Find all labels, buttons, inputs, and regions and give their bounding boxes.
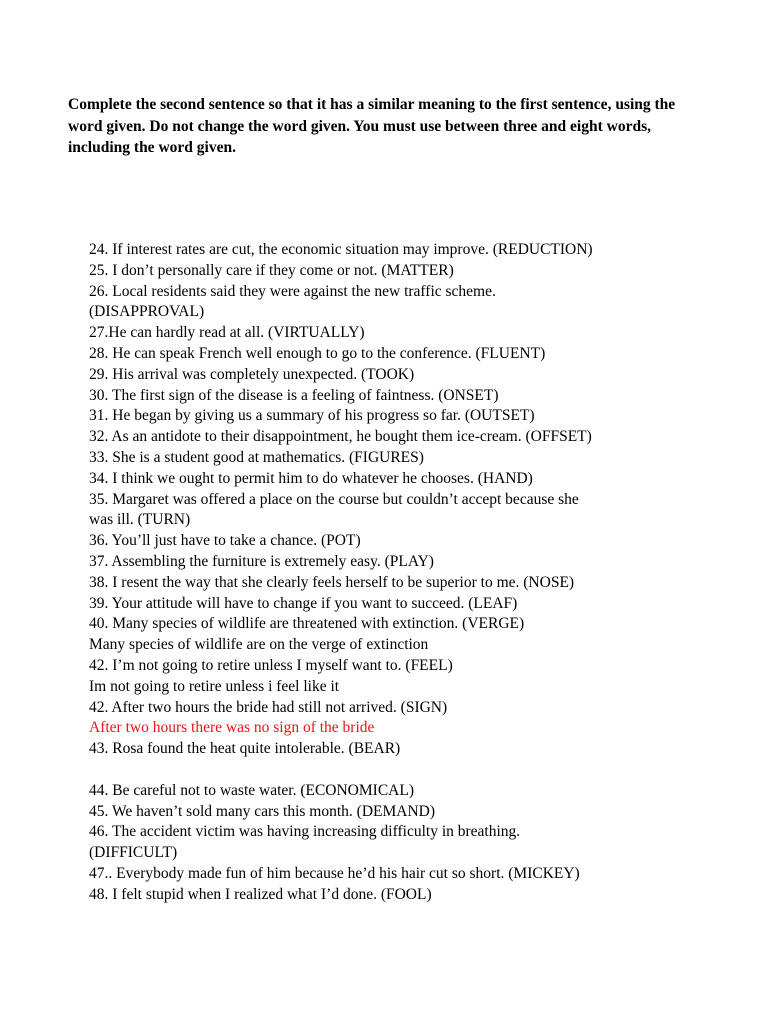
exercise-line: 46. The accident victim was having increasing difficulty in breathing. <box>89 823 521 841</box>
exercise-line: 24. If interest rates are cut, the economic situation may improve. (REDUCTION) <box>89 241 593 258</box>
exercise-line: 42. I’m not going to retire unless I myself want to. (FEEL) <box>89 656 453 674</box>
exercise-list <box>89 240 729 906</box>
exercise-line: After two hours there was no sign of the bride <box>89 719 375 737</box>
exercise-line: 45. We haven’t sold many cars this month. (DEMAND) <box>89 802 436 820</box>
exercise-line: 26. Local residents said they were against the new traffic scheme. <box>89 282 496 300</box>
exercise-line: 35. Margaret was offered a place on the course but couldn’t accept because she <box>89 490 579 508</box>
exercise-line: 28. He can speak French well enough to go to the conference. (FLUENT) <box>89 344 546 362</box>
exercise-line: 31. He began by giving us a summary of his progress so far. (OUTSET) <box>89 407 535 425</box>
exercise-line: 36. You’ll just have to take a chance. (POT) <box>89 532 361 550</box>
exercise-line: 30. The first sign of the disease is a feeling of faintness. (ONSET) <box>89 386 499 404</box>
exercise-line: 39. Your attitude will have to change if you want to succeed. (LEAF) <box>89 594 518 612</box>
exercise-line: (DIFFICULT) <box>89 844 178 862</box>
exercise-line: Many species of wildlife are on the verge of extinction <box>89 636 429 654</box>
exercise-line: 33. She is a student good at mathematics. (FIGURES) <box>89 448 424 466</box>
exercise-line: was ill. (TURN) <box>89 511 191 529</box>
exercise-line: Im not going to retire unless i feel like it <box>89 677 340 695</box>
instructions-heading: Complete the second sentence so that it has a similar meaning to the first sentence, using the word given. Do not change the word given. You must use between three and eight words, including the word given. <box>68 96 676 156</box>
exercise-line: 32. As an antidote to their disappointment, he bought them ice-cream. (OFFSET) <box>89 428 592 446</box>
exercise-line: 37. Assembling the furniture is extremely easy. (PLAY) <box>89 552 434 570</box>
exercise-line: 43. Rosa found the heat quite intolerable. (BEAR) <box>89 740 401 758</box>
blank-line <box>89 760 729 781</box>
exercise-line: 42. After two hours the bride had still not arrived. (SIGN) <box>89 698 448 716</box>
exercise-line: 47.. Everybody made fun of him because he’d his hair cut so short. (MICKEY) <box>89 864 580 882</box>
exercise-line: 40. Many species of wildlife are threatened with extinction. (VERGE) <box>89 615 525 633</box>
exercise-line: 44. Be careful not to waste water. (ECONOMICAL) <box>89 781 414 799</box>
exercise-line: 25. I don’t personally care if they come or not. (MATTER) <box>89 261 454 279</box>
exercise-line: (DISAPPROVAL) <box>89 303 205 321</box>
exercise-line: 38. I resent the way that she clearly feels herself to be superior to me. (NOSE) <box>89 573 575 591</box>
exercise-line: 34. I think we ought to permit him to do whatever he chooses. (HAND) <box>89 469 533 487</box>
exercise-line: 29. His arrival was completely unexpected. (TOOK) <box>89 365 415 383</box>
exercise-line: 48. I felt stupid when I realized what I’d done. (FOOL) <box>89 885 432 903</box>
exercise-line: 27.He can hardly read at all. (VIRTUALLY) <box>89 324 365 342</box>
